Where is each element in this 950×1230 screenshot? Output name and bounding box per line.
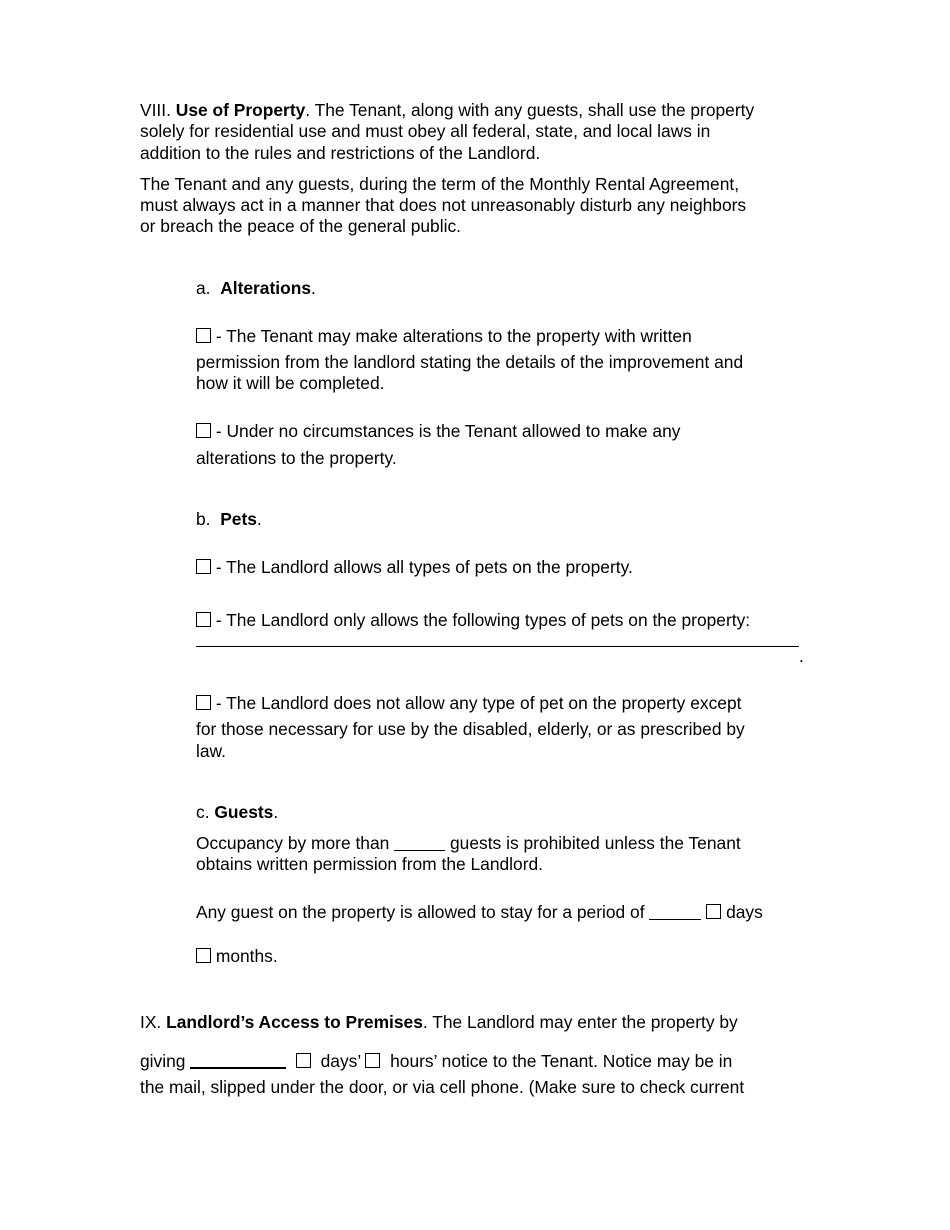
guests-para-2-line-2 bbox=[196, 946, 278, 968]
pets-types-period: . bbox=[799, 646, 804, 666]
guests-months-checkbox[interactable] bbox=[196, 948, 211, 963]
pets-option-3 bbox=[196, 693, 741, 715]
section-8-line-2: solely for residential use and must obey all federal, state, and local laws in bbox=[140, 121, 711, 141]
guests-para-1-line-1 bbox=[196, 833, 741, 855]
guests-para-1-text-b: guests is prohibited unless the Tenant bbox=[450, 833, 741, 853]
guests-title: Guests bbox=[214, 802, 274, 822]
alterations-option-1-text: - The Tenant may make alterations to the property with written bbox=[215, 326, 692, 346]
pets-option-2 bbox=[196, 610, 750, 632]
pets-option-3-line-2: for those necessary for use by the disabled, elderly, or as prescribed by bbox=[196, 719, 745, 739]
guests-heading: c. Guests. bbox=[196, 802, 279, 822]
section-8-title: Use of Property bbox=[175, 100, 306, 120]
section-9-number: IX. bbox=[140, 1012, 162, 1032]
section-9-giving-label: giving bbox=[140, 1051, 186, 1071]
section-8-number: VIII. bbox=[140, 100, 171, 120]
section-9-line-3: the mail, slipped under the door, or via cell phone. (Make sure to check current bbox=[140, 1077, 745, 1097]
section-9-title: Landlord’s Access to Premises bbox=[166, 1012, 423, 1032]
pets-option-1 bbox=[196, 557, 633, 579]
guests-count-blank[interactable] bbox=[394, 835, 445, 851]
alterations-option-2 bbox=[196, 421, 680, 443]
section-8-para2-line-2: must always act in a manner that does not unreasonably disturb any neighbors bbox=[140, 195, 747, 215]
guests-para-2-text: Any guest on the property is allowed to stay for a period of bbox=[196, 902, 645, 922]
notice-period-blank[interactable] bbox=[190, 1052, 286, 1069]
guests-days-label: days bbox=[726, 902, 763, 922]
notice-days-checkbox[interactable] bbox=[296, 1053, 311, 1068]
alterations-option-1 bbox=[196, 326, 692, 348]
section-8-intro-text: . The Tenant, along with any guests, shall use the property bbox=[305, 100, 755, 120]
alterations-option-2-checkbox[interactable] bbox=[196, 423, 211, 438]
alterations-letter: a. bbox=[196, 278, 211, 298]
pets-letter: b. bbox=[196, 509, 211, 529]
guests-para-2-line-1 bbox=[196, 902, 763, 924]
alterations-option-1-line-3: how it will be completed. bbox=[196, 373, 385, 393]
section-8-para2-line-1: The Tenant and any guests, during the term of the Monthly Rental Agreement, bbox=[140, 174, 740, 194]
pets-types-blank-line[interactable] bbox=[196, 646, 799, 647]
guests-stay-period-blank[interactable] bbox=[649, 904, 701, 920]
pets-option-2-checkbox[interactable] bbox=[196, 612, 211, 627]
pets-option-1-checkbox[interactable] bbox=[196, 559, 211, 574]
pets-heading: b. Pets. bbox=[196, 509, 262, 529]
pets-option-1-text: - The Landlord allows all types of pets on the property. bbox=[215, 557, 633, 577]
guests-para-1-line-2: obtains written permission from the Landlord. bbox=[196, 854, 544, 874]
alterations-option-2-text: - Under no circumstances is the Tenant allowed to make any bbox=[215, 421, 681, 441]
guests-days-checkbox[interactable] bbox=[706, 904, 721, 919]
section-9-intro-text: . The Landlord may enter the property by bbox=[422, 1012, 738, 1032]
alterations-option-1-checkbox[interactable] bbox=[196, 328, 211, 343]
alterations-heading: a. Alterations. bbox=[196, 278, 316, 298]
section-9-line-2 bbox=[140, 1051, 732, 1073]
alterations-title: Alterations bbox=[220, 278, 312, 298]
section-9-line-1 bbox=[140, 1012, 738, 1034]
pets-option-3-line-3: law. bbox=[196, 741, 226, 761]
pets-option-3-text: - The Landlord does not allow any type of pet on the property except bbox=[215, 693, 742, 713]
guests-letter: c. bbox=[196, 802, 210, 822]
guests-months-label: months. bbox=[215, 946, 278, 966]
section-8-line-1 bbox=[140, 100, 754, 122]
alterations-option-1-line-2: permission from the landlord stating the details of the improvement and bbox=[196, 352, 744, 372]
notice-hours-checkbox[interactable] bbox=[365, 1053, 380, 1068]
section-8-line-3: addition to the rules and restrictions of the Landlord. bbox=[140, 143, 541, 163]
pets-option-3-checkbox[interactable] bbox=[196, 695, 211, 710]
alterations-option-2-line-2: alterations to the property. bbox=[196, 448, 397, 468]
guests-para-1-text-a: Occupancy by more than bbox=[196, 833, 390, 853]
notice-days-label: days’ bbox=[320, 1051, 361, 1071]
notice-hours-text: hours’ notice to the Tenant. Notice may be in bbox=[390, 1051, 733, 1071]
section-8-para2-line-3: or breach the peace of the general public. bbox=[140, 216, 461, 236]
pets-title: Pets bbox=[220, 509, 257, 529]
pets-option-2-text: - The Landlord only allows the following types of pets on the property: bbox=[215, 610, 751, 630]
